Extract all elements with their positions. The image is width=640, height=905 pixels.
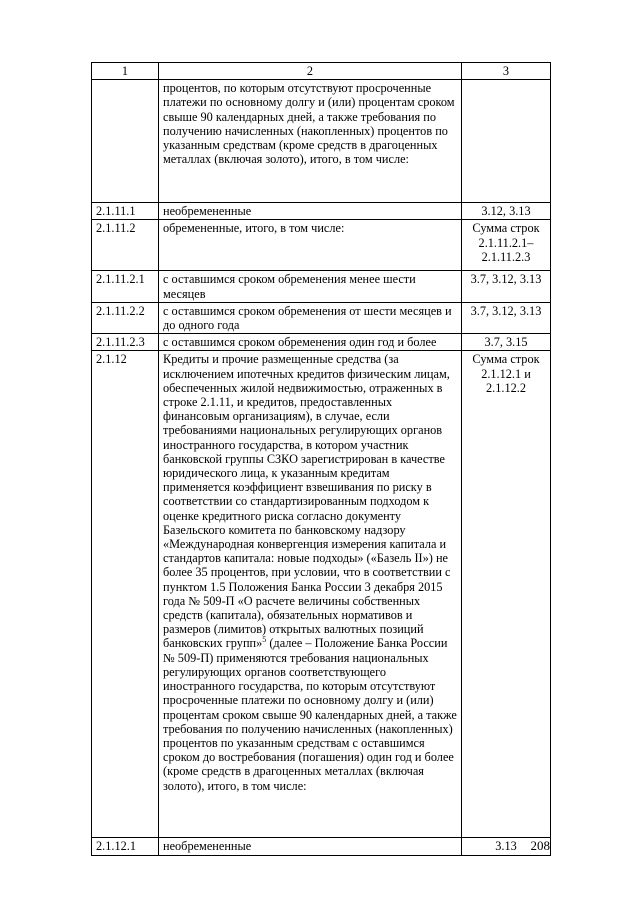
row-code xyxy=(92,80,159,203)
header-col-3: 3 xyxy=(462,63,551,80)
table-row xyxy=(92,220,551,271)
table-row xyxy=(92,838,551,855)
row-text: необремененные xyxy=(159,838,462,855)
row-ref: 3.12, 3.13 xyxy=(462,203,551,220)
table-row xyxy=(92,80,551,203)
table-row xyxy=(92,334,551,351)
row-text: процентов, по которым отсутствуют просроченные платежи по основному долгу и (или) процентам сроком свыше 90 календарных дней, а также требования по получению начисленных (накопленных) процентов по указанным средствам (кроме средств в драгоценных металлах (включая золото), итого, в том числе: xyxy=(159,80,462,203)
row-ref: 3.13 xyxy=(462,838,551,855)
row-code: 2.1.12 xyxy=(92,351,159,838)
row-code: 2.1.11.2.3 xyxy=(92,334,159,351)
row-text-part-1: Кредиты и прочие размещенные средства (за исключением ипотечных кредитов физическим лицам, обеспеченных жилой недвижимостью, отраженных в строке 2.1.11, и кредитов, предоставленных финансовым организациям), в случае, если требованиями национальных регулирующих органов иностранного государства, в котором участник банковской группы СЗКО зарегистрирован в качестве юридического лица, к указанным кредитам применяется коэффициент взвешивания по риску в соответствии со стандартизированным подходом к оценке кредитного риска согласно документу Базельского комитета по банковскому надзору «Международная конвергенция измерения капитала и стандартов капитала: новые подходы» («Базель II») не более 35 процентов, при условии, что в соответствии с пунктом 1.5 Положения Банка России 3 декабря 2015 года № 509-П «О расчете величины собственных средств (капитала), обязательных нормативов и размеров (лимитов) открытых валютных позиций банковских групп» xyxy=(163,352,451,651)
table-row xyxy=(92,302,551,333)
row-text: обремененные, итого, в том числе: xyxy=(159,220,462,271)
row-text: с оставшимся сроком обременения менее шести месяцев xyxy=(159,271,462,302)
row-ref: Сумма строк 2.1.12.1 и 2.1.12.2 xyxy=(462,351,551,838)
row-ref: 3.7, 3.12, 3.13 xyxy=(462,271,551,302)
row-text xyxy=(159,351,462,838)
row-code: 2.1.11.1 xyxy=(92,203,159,220)
row-text: необремененные xyxy=(159,203,462,220)
header-col-1: 1 xyxy=(92,63,159,80)
page-number: 208 xyxy=(530,838,550,853)
row-code: 2.1.12.1 xyxy=(92,838,159,855)
row-ref: 3.7, 3.12, 3.13 xyxy=(462,302,551,333)
row-ref: 3.7, 3.15 xyxy=(462,334,551,351)
document-table xyxy=(91,62,551,856)
footnote-marker: 5 xyxy=(262,635,267,645)
row-text-part-2: (далее – Положение Банка России № 509-П) применяются требования национальных регулирующих органов соответствующего иностранного государства, по которым отсутствуют просроченные платежи по основному долгу и (или) процентам сроком свыше 90 календарных дней, а также требования по получению начисленных (накопленных) процентов по указанным средствам с оставшимся сроком до востребования (погашения) один год и более (кроме средств в драгоценных металлах (включая золото), итого, в том числе: xyxy=(163,636,457,793)
row-text: с оставшимся сроком обременения один год и более xyxy=(159,334,462,351)
row-code: 2.1.11.2.1 xyxy=(92,271,159,302)
table-row xyxy=(92,351,551,838)
row-code: 2.1.11.2 xyxy=(92,220,159,271)
row-ref: Сумма строк 2.1.11.2.1–2.1.11.2.3 xyxy=(462,220,551,271)
header-col-2: 2 xyxy=(159,63,462,80)
row-text: с оставшимся сроком обременения от шести месяцев и до одного года xyxy=(159,302,462,333)
table-row xyxy=(92,203,551,220)
table-header-row xyxy=(92,63,551,80)
table-row xyxy=(92,271,551,302)
row-ref xyxy=(462,80,551,203)
row-code: 2.1.11.2.2 xyxy=(92,302,159,333)
